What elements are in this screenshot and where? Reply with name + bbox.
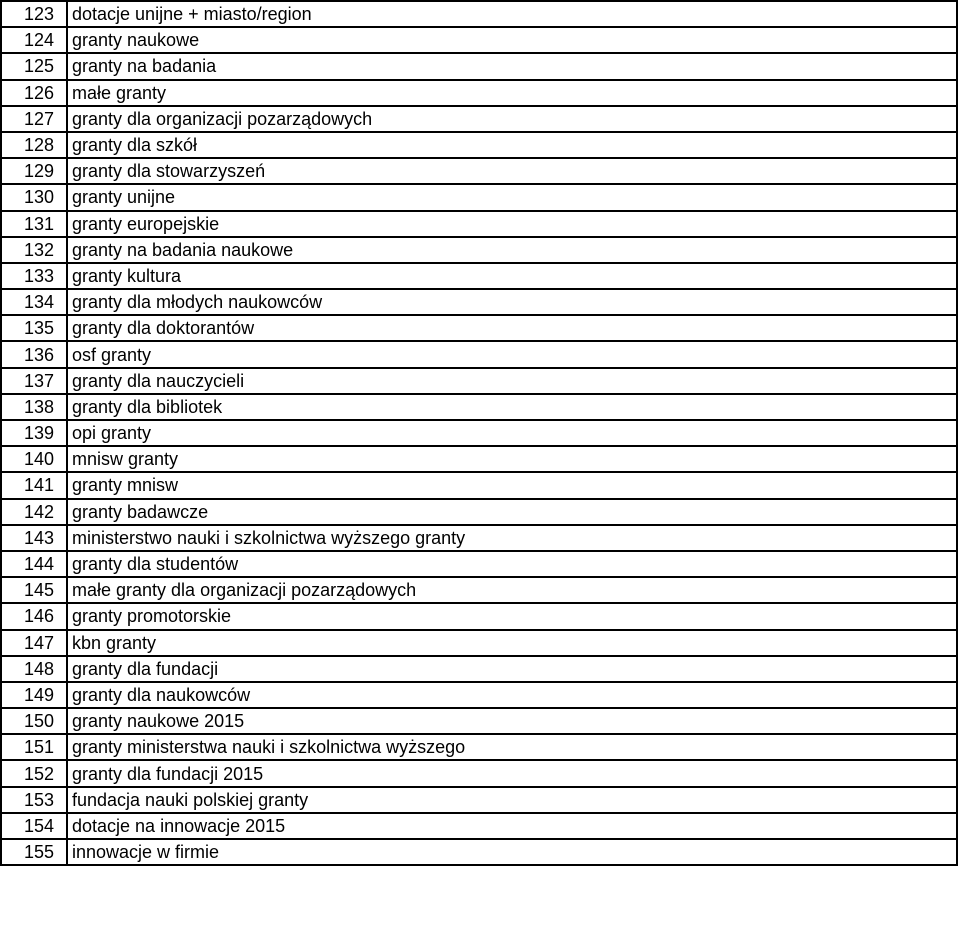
table-row [1,368,957,394]
table-row [1,603,957,629]
table-row [1,760,957,786]
row-number: 124 [1,27,67,53]
keyword-cell: granty kultura [67,263,957,289]
row-number: 147 [1,630,67,656]
table-row [1,341,957,367]
row-number: 140 [1,446,67,472]
keyword-cell: granty naukowe 2015 [67,708,957,734]
keyword-cell: granty dla nauczycieli [67,368,957,394]
row-number: 153 [1,787,67,813]
table-row [1,263,957,289]
table-row [1,499,957,525]
keyword-cell: granty na badania [67,53,957,79]
row-number: 136 [1,341,67,367]
keyword-cell: ministerstwo nauki i szkolnictwa wyższego granty [67,525,957,551]
table-row [1,53,957,79]
table-row [1,525,957,551]
table-row [1,472,957,498]
table-row [1,787,957,813]
keyword-cell: dotacje unijne + miasto/region [67,1,957,27]
row-number: 126 [1,80,67,106]
keyword-cell: granty europejskie [67,211,957,237]
row-number: 154 [1,813,67,839]
table-row [1,839,957,865]
table-row [1,551,957,577]
row-number: 155 [1,839,67,865]
row-number: 128 [1,132,67,158]
keyword-cell: granty naukowe [67,27,957,53]
keyword-cell: granty badawcze [67,499,957,525]
row-number: 125 [1,53,67,79]
keyword-cell: mnisw granty [67,446,957,472]
row-number: 141 [1,472,67,498]
table-row [1,630,957,656]
table-row [1,80,957,106]
keyword-cell: granty dla bibliotek [67,394,957,420]
row-number: 144 [1,551,67,577]
table-row [1,446,957,472]
row-number: 135 [1,315,67,341]
keyword-cell: granty dla doktorantów [67,315,957,341]
row-number: 130 [1,184,67,210]
table-row [1,734,957,760]
row-number: 123 [1,1,67,27]
keyword-cell: małe granty [67,80,957,106]
table-row [1,158,957,184]
keyword-cell: granty unijne [67,184,957,210]
keyword-cell: kbn granty [67,630,957,656]
row-number: 142 [1,499,67,525]
table-row [1,1,957,27]
keyword-cell: granty promotorskie [67,603,957,629]
keyword-cell: granty dla fundacji [67,656,957,682]
row-number: 133 [1,263,67,289]
table-row [1,106,957,132]
keyword-cell: małe granty dla organizacji pozarządowych [67,577,957,603]
table-row [1,682,957,708]
keyword-cell: innowacje w firmie [67,839,957,865]
row-number: 134 [1,289,67,315]
table-row [1,708,957,734]
row-number: 139 [1,420,67,446]
table-row [1,394,957,420]
row-number: 127 [1,106,67,132]
table-row [1,237,957,263]
keyword-cell: granty dla młodych naukowców [67,289,957,315]
row-number: 151 [1,734,67,760]
row-number: 129 [1,158,67,184]
table-row [1,211,957,237]
table-row [1,184,957,210]
keyword-cell: granty dla naukowców [67,682,957,708]
keyword-cell: granty dla fundacji 2015 [67,760,957,786]
keyword-cell: granty dla organizacji pozarządowych [67,106,957,132]
table-row [1,132,957,158]
keyword-cell: opi granty [67,420,957,446]
row-number: 131 [1,211,67,237]
row-number: 146 [1,603,67,629]
keyword-table-body [1,1,957,865]
table-row [1,289,957,315]
keyword-cell: osf granty [67,341,957,367]
table-row [1,420,957,446]
table-row [1,315,957,341]
table-row [1,27,957,53]
row-number: 145 [1,577,67,603]
table-row [1,577,957,603]
row-number: 148 [1,656,67,682]
row-number: 152 [1,760,67,786]
row-number: 143 [1,525,67,551]
keyword-cell: granty na badania naukowe [67,237,957,263]
row-number: 137 [1,368,67,394]
keyword-cell: dotacje na innowacje 2015 [67,813,957,839]
keyword-cell: granty dla szkół [67,132,957,158]
row-number: 150 [1,708,67,734]
keyword-cell: granty dla stowarzyszeń [67,158,957,184]
row-number: 138 [1,394,67,420]
table-row [1,656,957,682]
table-row [1,813,957,839]
keyword-cell: fundacja nauki polskiej granty [67,787,957,813]
keyword-cell: granty dla studentów [67,551,957,577]
row-number: 132 [1,237,67,263]
keyword-cell: granty mnisw [67,472,957,498]
keyword-cell: granty ministerstwa nauki i szkolnictwa wyższego [67,734,957,760]
row-number: 149 [1,682,67,708]
